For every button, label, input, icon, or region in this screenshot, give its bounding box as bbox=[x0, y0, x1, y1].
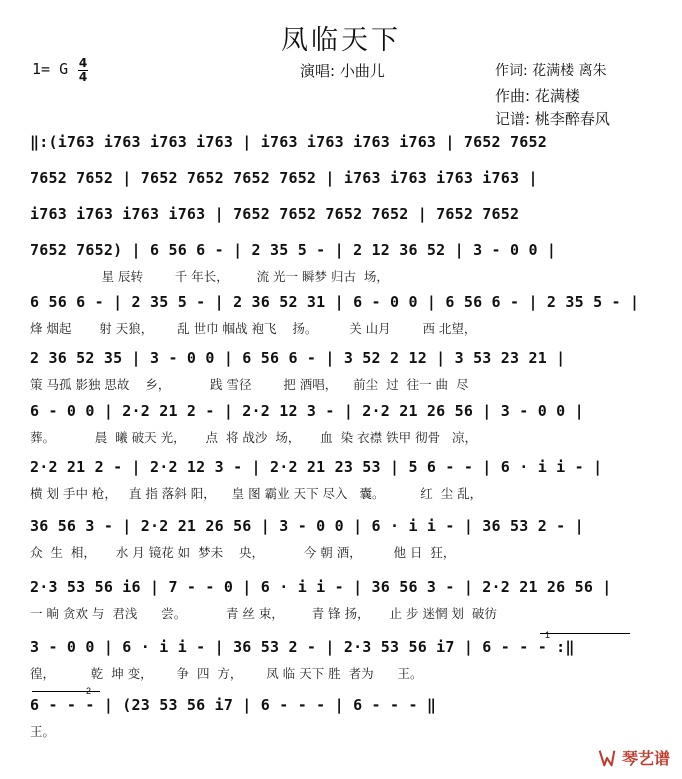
music-note-icon bbox=[596, 747, 618, 769]
time-signature bbox=[78, 58, 88, 83]
lyrics-line: 烽 烟起 射 天狼， 乱 世巾 帼战 袍飞 扬。 关 山月 西 北望， bbox=[30, 321, 477, 336]
transcriber-credit: 记谱: 桃李醉春风 bbox=[495, 110, 610, 128]
lyrics-line: 徨， 乾 坤 变， 争 四 方， 凤 临 天下 胜 者为 王。 bbox=[30, 666, 423, 681]
singer-credit: 演唱: 小曲儿 bbox=[300, 62, 385, 80]
watermark-logo bbox=[596, 746, 670, 769]
notation-line: 2 36 52 35 | 3 - 0 0 | 6 56 6 - | 3 52 2 12 | 3 53 23 21 | bbox=[30, 349, 566, 367]
lyrics-line: 一 晌 贪欢 与 君浅 尝。 青 丝 束， 青 锋 扬， 止 步 迷惘 划 破彷 bbox=[30, 606, 497, 621]
volta-second: 2 bbox=[86, 686, 92, 696]
composer-credit: 作曲: 花满楼 bbox=[495, 87, 580, 105]
notation-line: 6 - 0 0 | 2·2 21 2 - | 2·2 12 3 - | 2·2 21 26 56 | 3 - 0 0 | bbox=[30, 402, 584, 420]
key-signature: 1= G bbox=[32, 60, 69, 78]
time-sig-bottom: 4 bbox=[78, 70, 88, 84]
lyrics-line: 策 马孤 影独 思故 乡， 践 雪径 把 酒唱， 前尘 过 往一 曲 尽 bbox=[30, 377, 469, 392]
watermark-text: 琴艺谱 bbox=[621, 749, 670, 768]
lyrics-line: 星 辰转 千 年长， 流 光一 瞬梦 归古 场， bbox=[30, 269, 389, 284]
volta-bracket-second bbox=[540, 633, 630, 634]
time-sig-top: 4 bbox=[78, 56, 88, 70]
notation-line: 6 56 6 - | 2 35 5 - | 2 36 52 31 | 6 - 0 0 | 6 56 6 - | 2 35 5 - | bbox=[30, 293, 640, 311]
lyricist-credit: 作词: 花满楼 离朱 bbox=[495, 63, 607, 79]
lyrics-line: 王。 bbox=[30, 724, 56, 739]
notation-line: 3 - 0 0 | 6 · i i - | 36 53 2 - | 2·3 53 56 i7 | 6 - - - :‖ bbox=[30, 638, 575, 656]
notation-line: 2·2 21 2 - | 2·2 12 3 - | 2·2 21 23 53 | 5 6 - - | 6 · i i - | bbox=[30, 458, 603, 476]
notation-line: 2·3 53 56 i6 | 7 - - 0 | 6 · i i - | 36 56 3 - | 2·2 21 26 56 | bbox=[30, 578, 612, 596]
notation-line: i763 i763 i763 i763 | 7652 7652 7652 7652 | 7652 7652 bbox=[30, 205, 520, 223]
volta-first: 1 bbox=[545, 630, 551, 640]
notation-line: 7652 7652) | 6 56 6 - | 2 35 5 - | 2 12 36 52 | 3 - 0 0 | bbox=[30, 241, 557, 259]
notation-line: ‖:(i763 i763 i763 i763 | i763 i763 i763 i763 | 7652 7652 bbox=[30, 133, 547, 151]
notation-line: 7652 7652 | 7652 7652 7652 7652 | i763 i763 i763 i763 | bbox=[30, 169, 538, 187]
lyrics-line: 众 生 相， 水 月 镜花 如 梦未 央， 今 朝 酒， 他 日 狂， bbox=[30, 545, 456, 560]
song-title: 凤临天下 bbox=[281, 25, 401, 56]
notation-line: 6 - - - | (23 53 56 i7 | 6 - - - | 6 - - - ‖ bbox=[30, 696, 437, 714]
notation-line: 36 56 3 - | 2·2 21 26 56 | 3 - 0 0 | 6 · i i - | 36 53 2 - | bbox=[30, 517, 584, 535]
lyrics-line: 横 划 手中 枪， 直 指 落斜 阳， 皇 图 霸业 天下 尽入 囊。 红 尘 乱， bbox=[30, 486, 483, 501]
lyrics-line: 葬。 晨 曦 破天 光， 点 将 战沙 场， 血 染 衣襟 铁甲 彻骨 凉， bbox=[30, 430, 478, 445]
